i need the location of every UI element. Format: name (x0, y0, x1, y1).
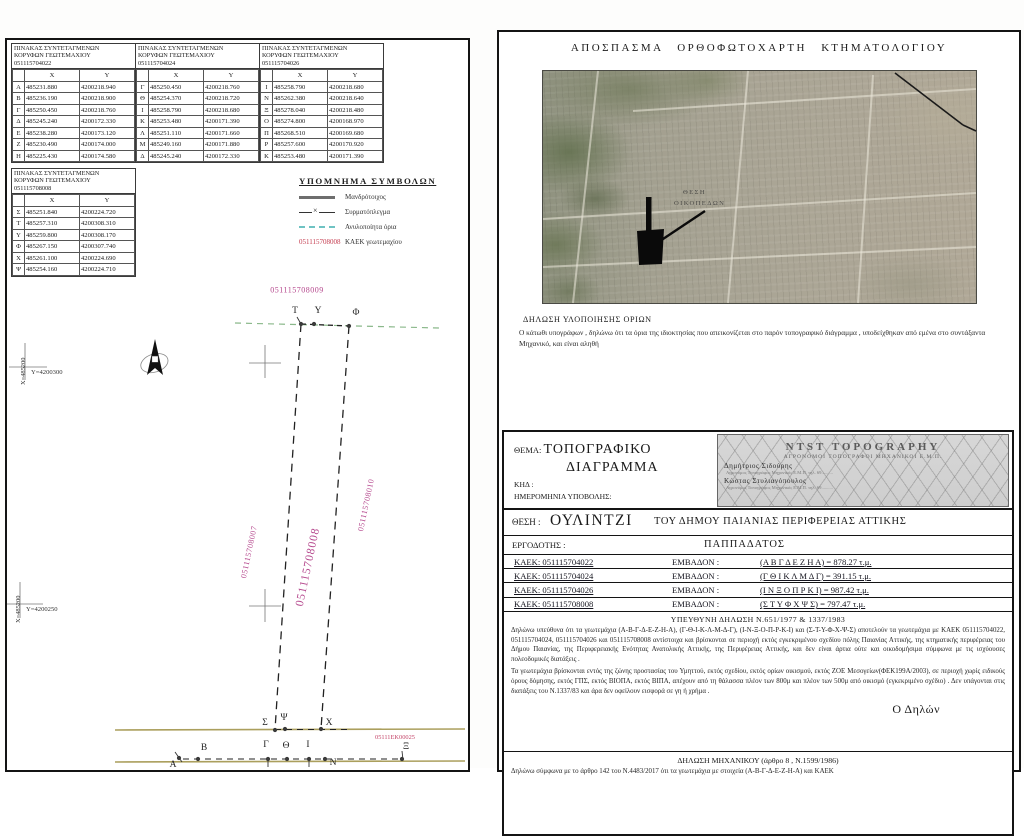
theme-label: ΘΕΜΑ: (514, 445, 542, 455)
table-cell: 4200173.120 (80, 127, 135, 139)
responsible-declaration-para2: Τα γεωτεμάχια βρίσκονται εντός της ζώνης προστασίας του Υμηττού, εκτός σχεδίου, εκτός ορίων οικισμού, εκτός ΖΟΕ Μεσογείων(ΦΕΚ199Α/2003), σε περιοχή χωρίς ειδικούς όρους δόμησης, εκτός ΓΠΣ, εκτός ΒΙΟΠΑ, εκτός ΒΙΠΑ, απέχουν από τη θάλασσα πλέον των 800μ και πλέον των 500μ από οικισμό (εγκεκριμένο σχέδιο) . Δεν υπάγονται στις διατάξεις του Ν.1337/83 και άρα δεν οφείλουν εισφορά σε γη ή χρήμα . (511, 667, 1005, 695)
road-kaek-label: 05111ΕΚ00025 (375, 734, 415, 741)
grid-y-label-1: Y=4200300 (31, 369, 63, 376)
table-title-line1: ΠΙΝΑΚΑΣ ΣΥΝΤΕΤΑΓΜΕΝΩΝ (138, 45, 224, 52)
table-cell: 4200218.940 (80, 81, 135, 93)
submission-date-label: ΗΜΕΡΟΜΗΝΙΑ ΥΠΟΒΟΛΗΣ: (514, 492, 612, 501)
table-cell: ΚΑΕΚ: 051115704022 (504, 555, 672, 569)
table-cell: 485254.370 (149, 93, 204, 105)
table-title-line1: ΠΙΝΑΚΑΣ ΣΥΝΤΕΤΑΓΜΕΝΩΝ (14, 45, 100, 52)
table-row (504, 555, 1012, 569)
table-cell: 4200224.690 (80, 252, 135, 264)
table-cell: Τ (13, 218, 25, 230)
table-cell: 485262.380 (273, 93, 328, 105)
north-arrow-icon (138, 339, 170, 376)
table-cell: 4200171.390 (204, 116, 259, 128)
table-cell: 485238.280 (25, 127, 80, 139)
vertex-label-A: Α (169, 760, 177, 770)
x-col-header: X (25, 70, 80, 82)
table-cell: 485230.490 (25, 139, 80, 151)
theme-text-1: ΤΟΠΟΓΡΑΦΙΚΟ (543, 442, 652, 457)
table-cell: ΕΜΒΑΔΟΝ : (672, 555, 760, 569)
table-cell: 4200218.900 (80, 93, 135, 105)
grid-cross-marks (7, 343, 281, 622)
location-row (504, 508, 1012, 535)
table-kaek: 051115704022 (14, 59, 52, 67)
engineer-declaration-line1: Δηλώνω σύμφωνα με το άρθρο 142 του Ν.4483/2017 ότι τα γεωτεμάχια με στοιχεία (Α-Β-Γ-Δ-Ε-Ζ-Η-Α) και ΚΑΕΚ (511, 767, 834, 775)
vertex-label-X: Χ (325, 718, 333, 728)
vertex-label-I: Ι (306, 740, 310, 750)
table-cell: 485250.450 (25, 104, 80, 116)
photo-location-label-line2: ΟΙΚΟΠΕΔΩΝ (674, 200, 726, 207)
responsible-declaration-title: ΥΠΕΥΘΥΝΗ ΔΗΛΩΣΗ Ν.651/1977 & 1337/1983 (670, 614, 846, 624)
table-cell: 4200171.390 (328, 150, 383, 162)
table-cell: Ν (261, 93, 273, 105)
table-cell: 4200224.710 (80, 264, 135, 276)
table-cell: 4200218.720 (204, 93, 259, 105)
table-cell: Ι (261, 81, 273, 93)
y-col-header: Y (80, 70, 135, 82)
table-cell: Θ (137, 93, 149, 105)
table-cell: 485267.150 (25, 241, 80, 253)
table-cell: 4200218.680 (328, 81, 383, 93)
table-cell: 485259.800 (25, 229, 80, 241)
theme-row (504, 432, 1012, 508)
kaek-area-table (504, 554, 1012, 611)
legend-fence-label: Συρματόπλεγμα (345, 208, 391, 216)
field-road-lines (543, 71, 976, 303)
vertex-dots (177, 322, 404, 761)
table-cell: 485251.110 (149, 127, 204, 139)
photo-annotation-lines (895, 73, 976, 131)
table-cell: Υ (13, 229, 25, 241)
stamp-profession: ΑΓΡΟΝΟΜΟΙ ΤΟΠΟΓΡΑΦΟΙ ΜΗΧΑΝΙΚΟΙ Ε.Μ.Π. (783, 454, 943, 460)
y-col-header: Y (328, 70, 383, 82)
x-col-header: X (273, 70, 328, 82)
table-cell: (Ι Ν Ξ Ο Π Ρ Κ Ι) = 987.42 τ.μ. (760, 583, 1012, 597)
kid-label: ΚΗΔ : (514, 480, 534, 489)
table-cell: 485225.430 (25, 150, 80, 162)
table-cell: 485253.480 (273, 150, 328, 162)
road-side-boundaries (183, 730, 404, 760)
table-cell: 4200224.720 (80, 206, 135, 218)
location-arrow (657, 211, 705, 243)
table-cell: 4200169.680 (328, 127, 383, 139)
table-cell: 485251.840 (25, 206, 80, 218)
stamp-engineer-1: Δημήτριος Σιδούρης (724, 462, 793, 470)
surveyor-stamp (717, 434, 1009, 507)
info-sheet (497, 30, 1021, 775)
vertex-label-G: Γ (263, 740, 269, 750)
table-cell: ΕΜΒΑΔΟΝ : (672, 583, 760, 597)
parcel-label-708010: 051115708010 (356, 477, 376, 533)
table-title-line2: ΚΟΡΥΦΩΝ ΓΕΩΤΕΜΑΧΙΟΥ (262, 52, 339, 60)
table-row (504, 583, 1012, 597)
vertex-label-Psi: Ψ (280, 713, 288, 723)
table-cell: 485253.480 (149, 116, 204, 128)
orthophoto-title: ΑΠΟΣΠΑΣΜΑ ΟΡΘΟΦΩΤΟΧΑΡΤΗ ΚΤΗΜΑΤΟΛΟΓΙΟΥ (570, 42, 948, 54)
table-cell: 4200218.640 (328, 93, 383, 105)
table-cell: ΚΑΕΚ: 051115708008 (504, 597, 672, 611)
location-marker-block (637, 229, 664, 265)
table-cell: ΕΜΒΑΔΟΝ : (672, 597, 760, 611)
engineer-declaration-section (504, 751, 1012, 777)
table-cell: 4200172.330 (80, 116, 135, 128)
table-cell: 4200218.760 (204, 81, 259, 93)
x-col-header: X (25, 195, 80, 207)
table-kaek: 051115704026 (262, 59, 300, 67)
table-cell: 4200218.760 (80, 104, 135, 116)
table-title-line2: ΚΟΡΥΦΩΝ ΓΕΩΤΕΜΑΧΙΟΥ (138, 52, 215, 60)
table-cell: 485245.240 (25, 116, 80, 128)
table-cell: Μ (137, 139, 149, 151)
table-cell: 4200171.660 (204, 127, 259, 139)
orthophoto-image (542, 70, 977, 304)
table-kaek: 051115704024 (138, 59, 176, 67)
stamp-engineer-2: Κώστας Στυλιανόπουλος (724, 477, 807, 485)
vertex-ticks (175, 317, 403, 767)
stamp-contact-2: Αγρονόμος Τοπογράφος Μηχανικός Ε.Μ.Π. τηλ. 69.......... (726, 485, 833, 490)
parcel-label-708007: 051115708007 (239, 524, 259, 580)
y-col-header: Y (80, 195, 135, 207)
table-cell: ΚΑΕΚ: 051115704026 (504, 583, 672, 597)
legend-kaek-sample: 051115708008 (299, 238, 341, 246)
table-cell: 4200170.920 (328, 139, 383, 151)
table-cell: Ι (137, 104, 149, 116)
legend-wall-label: Μανδρότοιχος (345, 193, 386, 201)
table-cell: 485258.790 (273, 81, 328, 93)
table-cell: 485245.240 (149, 150, 204, 162)
table-cell: 485261.100 (25, 252, 80, 264)
table-kaek: 051115708008 (14, 184, 52, 192)
table-cell: Ε (13, 127, 25, 139)
grid-y-label-2: Y=4200250 (26, 606, 58, 613)
table-title-line1: ΠΙΝΑΚΑΣ ΣΥΝΤΕΤΑΓΜΕΝΩΝ (262, 45, 348, 52)
vertex-label-B: Β (200, 743, 208, 753)
location-municipality: ΤΟΥ ΔΗΜΟΥ ΠΑΙΑΝΙΑΣ ΠΕΡΙΦΕΡΕΙΑΣ ΑΤΤΙΚΗΣ (654, 516, 907, 527)
table-cell: 485257.600 (273, 139, 328, 151)
table-cell: 485250.450 (149, 81, 204, 93)
table-cell: 4200308.170 (80, 229, 135, 241)
stamp-company-name: NTST TOPOGRAPHY (785, 441, 941, 453)
grid-x-label-2: X=485200 (15, 595, 22, 623)
table-cell: 4200172.330 (204, 150, 259, 162)
table-cell: Φ (13, 241, 25, 253)
table-cell: 4200171.880 (204, 139, 259, 151)
owners-declaration-text: Ο κάτωθι υπογράφων , δηλώνω ότι τα όρια της ιδιοκτησίας που απεικονίζεται στο παρόν τοπογραφικό διάγραμμα , υποδείχθηκαν από εμένα στο συντάξαντα Μηχανικό, και είναι αληθή (519, 328, 986, 349)
table-cell: 4200218.480 (328, 104, 383, 116)
location-name: ΟΥΛΙΝΤΖΙ (550, 512, 633, 529)
table-cell: Κ (137, 116, 149, 128)
table-cell: 4200174.580 (80, 150, 135, 162)
table-cell: Ψ (13, 264, 25, 276)
table-row (504, 569, 1012, 583)
vertex-label-N: Ν (329, 758, 337, 768)
orthophoto-overlay (543, 71, 976, 303)
client-name: ΠΑΠΠΑΔΑΤΟΣ (704, 539, 786, 550)
table-row (504, 597, 1012, 611)
legend-kaek-label: ΚΑΕΚ γεωτεμαχίου (345, 238, 402, 246)
responsible-declaration-section (504, 611, 1012, 751)
stamp-contact-1: Αγρονόμος Τοπογράφος Μηχανικός Ε.Μ.Π. τηλ. 69.......... (726, 470, 833, 475)
table-cell: 4200168.970 (328, 116, 383, 128)
engineer-declaration-title: ΔΗΛΩΣΗ ΜΗΧΑΝΙΚΟΥ (άρθρο 8 , Ν.1599/1986) (677, 755, 839, 765)
table-cell: 485236.190 (25, 93, 80, 105)
location-label: ΘΕΣΗ : (512, 517, 541, 527)
table-title-line1: ΠΙΝΑΚΑΣ ΣΥΝΤΕΤΑΓΜΕΝΩΝ (14, 170, 100, 177)
y-col-header: Y (204, 70, 259, 82)
table-cell: 4200307.740 (80, 241, 135, 253)
client-row (504, 535, 1012, 554)
table-cell: 485274.800 (273, 116, 328, 128)
table-cell: Η (13, 150, 25, 162)
declarant-signature-label: Ο Δηλών (892, 701, 940, 716)
table-cell: Δ (137, 150, 149, 162)
location-marker-bar (646, 197, 652, 233)
vertex-label-Y: Υ (314, 306, 322, 316)
legend-unmaterialized-label: Ανυλοποίητα όρια (345, 223, 397, 231)
table-cell: ΚΑΕΚ: 051115704024 (504, 569, 672, 583)
photo-location-label-line1: ΘΕΣΗ (683, 189, 706, 196)
table-cell: 485231.880 (25, 81, 80, 93)
table-cell: (Γ Θ Ι Κ Λ Μ Δ Γ) = 391.15 τ.μ. (760, 569, 1012, 583)
vertex-label-Xi: Ξ (402, 742, 410, 752)
table-cell: Γ (137, 81, 149, 93)
title-block (502, 430, 1014, 836)
table-cell: 485278.040 (273, 104, 328, 116)
table-cell: 4200174.000 (80, 139, 135, 151)
table-cell: Λ (137, 127, 149, 139)
vertex-label-Th: Θ (282, 741, 290, 751)
x-col-header: X (149, 70, 204, 82)
vertex-label-F: Φ (352, 308, 360, 318)
legend-title: ΥΠΟΜΝΗΜΑ ΣΥΜΒΟΛΩΝ (299, 176, 437, 186)
vertex-label-S: Σ (262, 718, 268, 728)
table-cell: 485249.160 (149, 139, 204, 151)
table-cell: (Σ Τ Υ Φ Χ Ψ Σ) = 797.47 τ.μ. (760, 597, 1012, 611)
table-cell: Δ (13, 116, 25, 128)
table-cell: Ρ (261, 139, 273, 151)
table-cell: 4200218.680 (204, 104, 259, 116)
table-cell: 485257.310 (25, 218, 80, 230)
table-cell: Α (13, 81, 25, 93)
table-cell: ΕΜΒΑΔΟΝ : (672, 569, 760, 583)
theme-text-2: ΔΙΑΓΡΑΜΜΑ (566, 460, 659, 475)
client-label: ΕΡΓΟΔΟΤΗΣ : (512, 540, 566, 550)
parcel-label-708009: 051115708009 (270, 285, 324, 295)
table-cell: 485268.510 (273, 127, 328, 139)
parcel-label-708008: 051115708008 (293, 526, 323, 608)
survey-drawing (7, 40, 468, 770)
vertex-label-T: Τ (292, 306, 298, 316)
theme-line1 (514, 442, 651, 458)
table-title-line2: ΚΟΡΥΦΩΝ ΓΕΩΤΕΜΑΧΙΟΥ (14, 177, 91, 185)
table-cell: Γ (13, 104, 25, 116)
table-cell: Σ (13, 206, 25, 218)
table-cell: 4200308.310 (80, 218, 135, 230)
table-cell: Χ (13, 252, 25, 264)
table-cell: Ξ (261, 104, 273, 116)
responsible-declaration-para1: Δηλώνω υπεύθυνα ότι τα γεωτεμάχια (Α-Β-Γ-Δ-Ε-Ζ-Η-Α), (Γ-Θ-Ι-Κ-Λ-Μ-Δ-Γ), (Ι-Ν-Ξ-Ο-Π-Ρ-Κ-Ι) και (Σ-Τ-Υ-Φ-Χ-Ψ-Σ) αποτελούν τα γεωτεμάχια με ΚΑΕΚ 051115704022, 051115704024, 051115704026 και 051115708008 αντίστοιχα και βρίσκονται σε περιοχή εκτός εγκεκριμένου σχεδίου πόλης Παιανίας Αττικής, της κτηματικής περιφέρειας του Δήμου Παιανίας, της Περιφερειακής Ενότητας Ανατολικής Αττικής, της Περιφέρειας Αττικής, και δεν είναι άρτια ούτε και οικοδομήσιμα σύμφωνα με τις ισχύουσες πολεοδομικές διατάξεις . (511, 626, 1005, 664)
table-cell: Ο (261, 116, 273, 128)
table-cell: (Α Β Γ Δ Ε Ζ Η Α) = 878.27 τ.μ. (760, 555, 1012, 569)
owners-declaration-title: ΔΗΛΩΣΗ ΥΛΟΠΟΙΗΣΗΣ ΟΡΙΩΝ (523, 315, 652, 324)
survey-drawing-sheet (5, 38, 470, 772)
table-cell: 485258.790 (149, 104, 204, 116)
table-cell: Κ (261, 150, 273, 162)
table-cell: Β (13, 93, 25, 105)
table-cell: Ζ (13, 139, 25, 151)
table-cell: Π (261, 127, 273, 139)
table-title-line2: ΚΟΡΥΦΩΝ ΓΕΩΤΕΜΑΧΙΟΥ (14, 52, 91, 60)
grid-x-label-1: X=485200 (20, 357, 27, 385)
table-cell: 485254.160 (25, 264, 80, 276)
